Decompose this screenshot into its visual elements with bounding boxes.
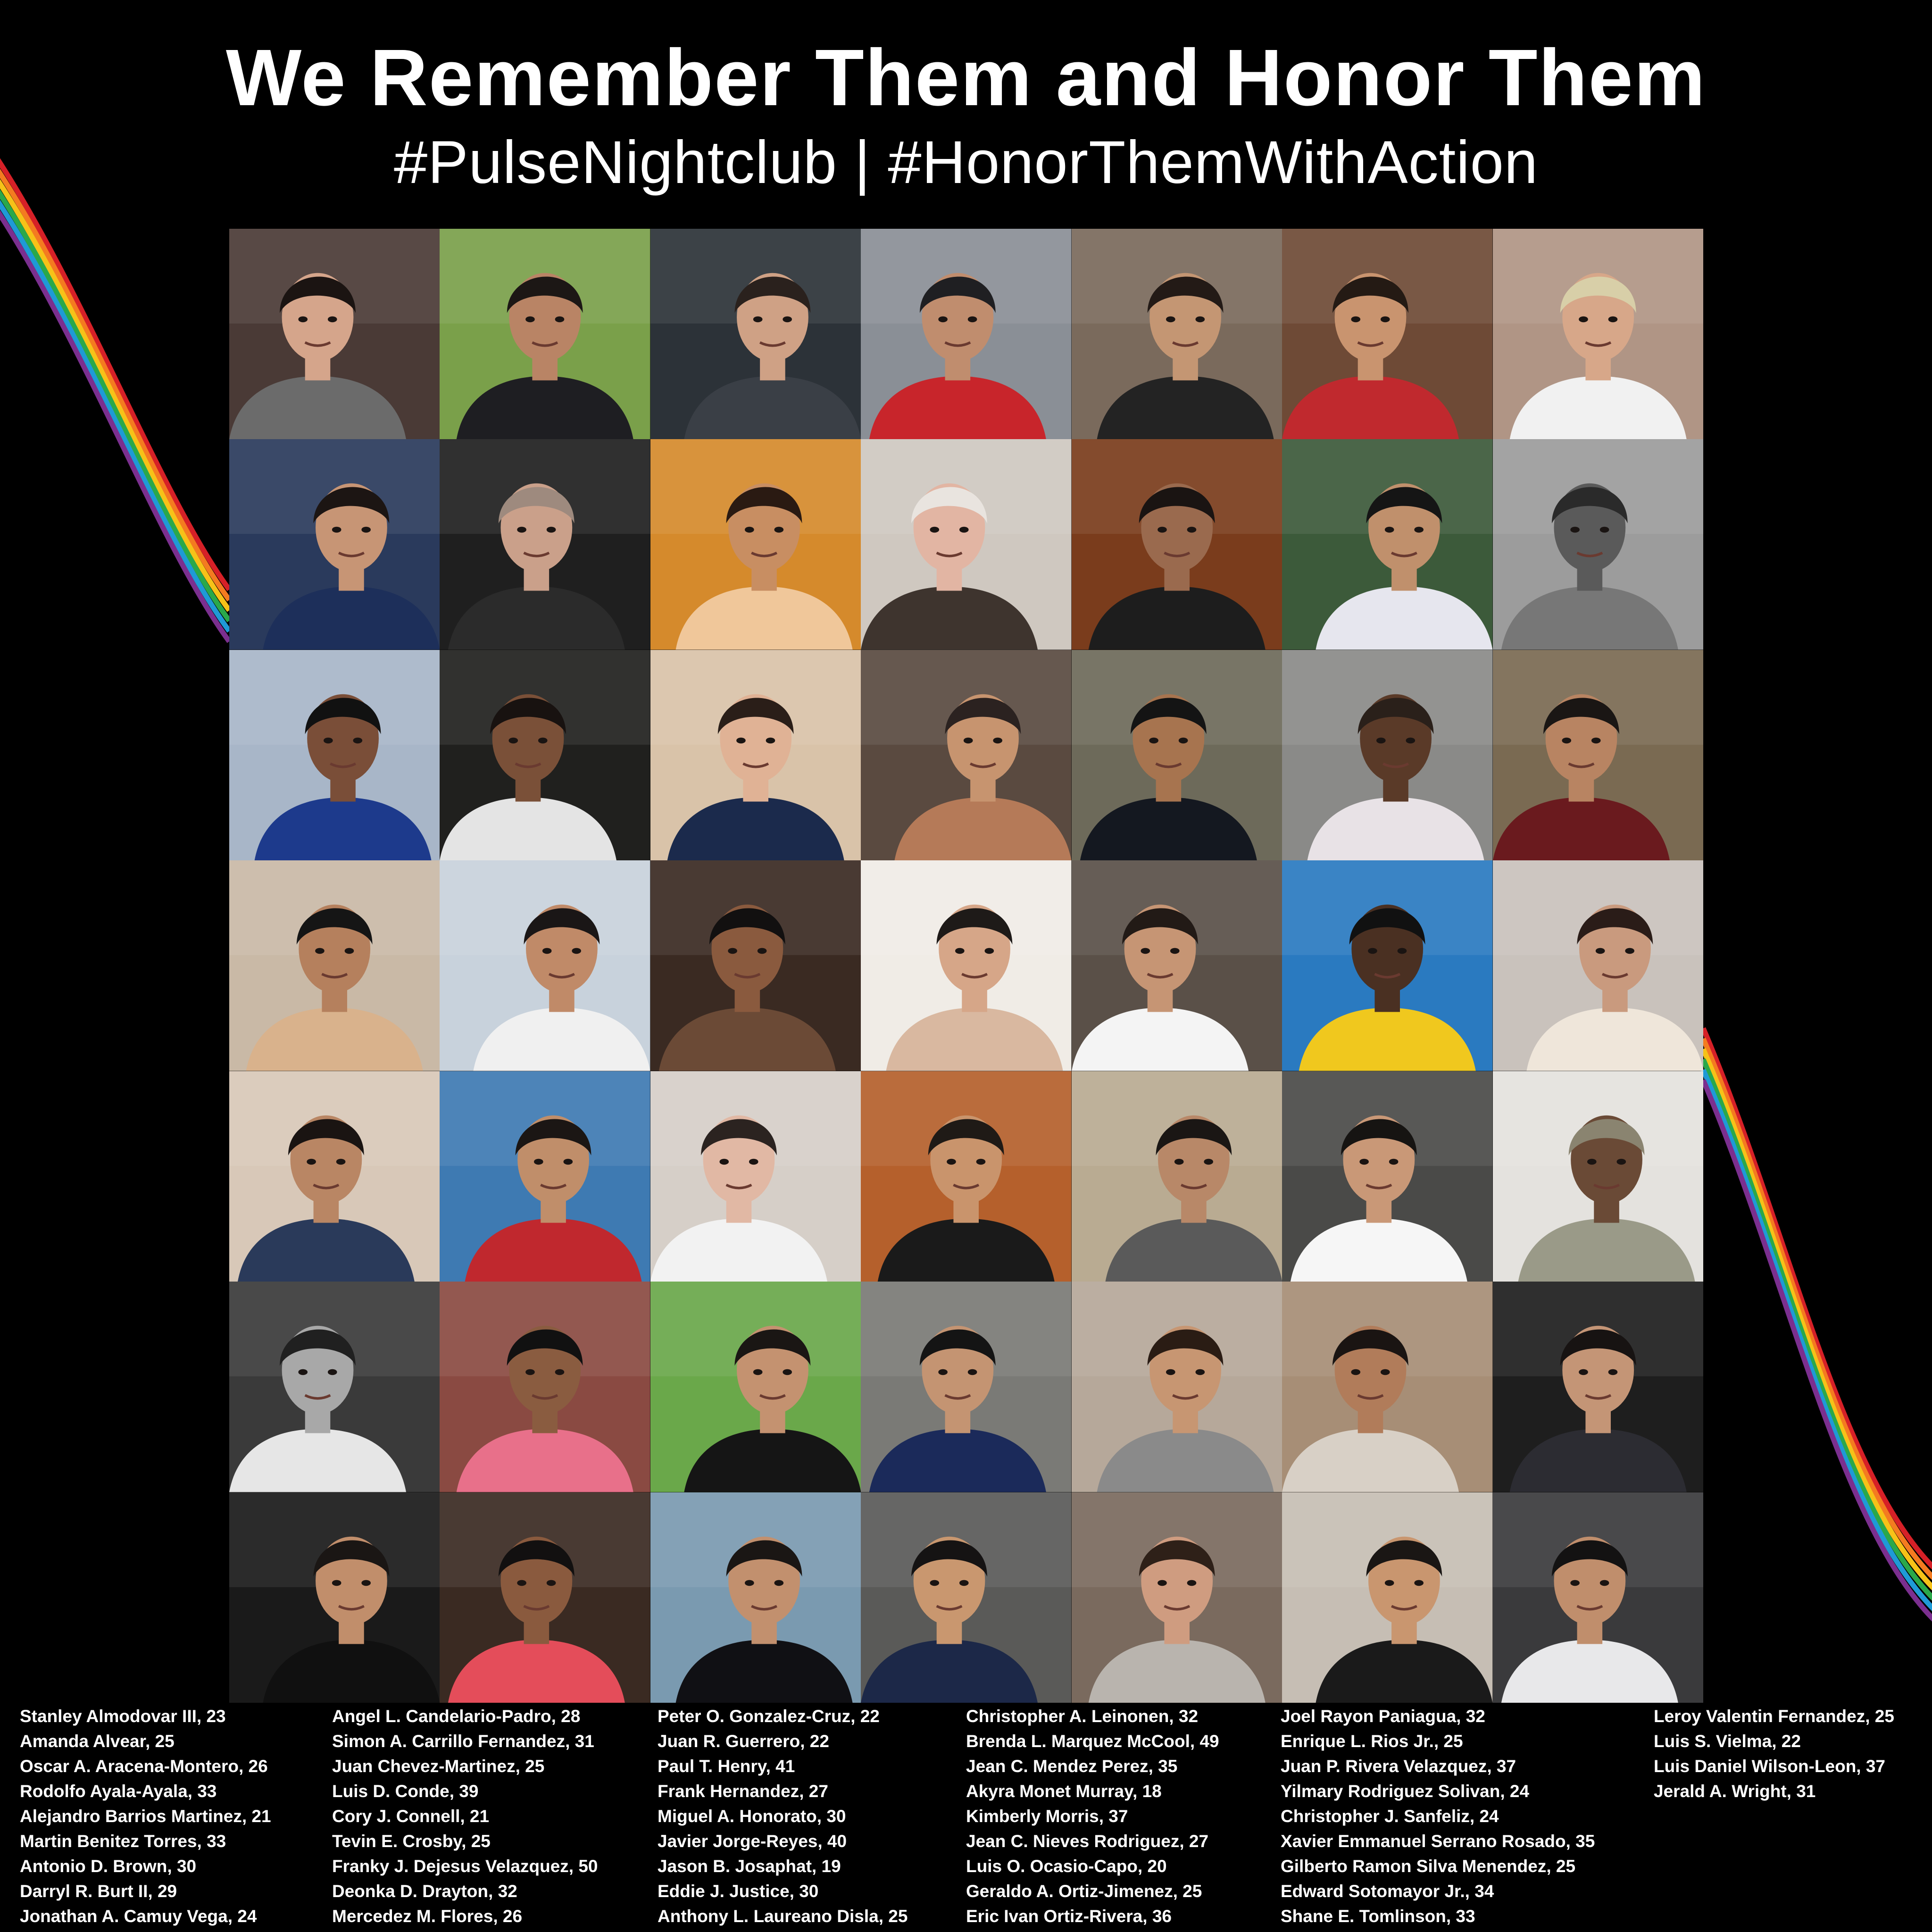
victim-photo	[1282, 1492, 1492, 1703]
victim-name: Christopher J. Sanfeliz, 24	[1281, 1807, 1499, 1826]
victim-photo	[1072, 439, 1282, 650]
victim-name: Brenda L. Marquez McCool, 49	[966, 1732, 1219, 1751]
victim-name: Paul T. Henry, 41	[658, 1757, 795, 1776]
victim-photo	[1493, 439, 1703, 650]
victim-photo	[229, 1071, 440, 1282]
name-column	[20, 1704, 271, 1929]
name-column	[1654, 1704, 1894, 1804]
victim-photo	[1282, 860, 1492, 1071]
victim-photo	[1493, 229, 1703, 439]
victim-photo	[229, 860, 440, 1071]
name-column	[966, 1704, 1219, 1929]
victim-photo	[1493, 1282, 1703, 1492]
victim-photo-grid	[229, 229, 1703, 1703]
victim-photo	[1282, 1071, 1492, 1282]
victim-name: Martin Benitez Torres, 33	[20, 1832, 226, 1851]
victim-name: Juan R. Guerrero, 22	[658, 1732, 829, 1751]
victim-photo	[229, 650, 440, 860]
rainbow-arc-left	[0, 156, 229, 641]
victim-photo	[1493, 860, 1703, 1071]
victim-photo	[229, 1492, 440, 1703]
victim-photo	[861, 650, 1071, 860]
victim-name: Akyra Monet Murray, 18	[966, 1782, 1162, 1801]
victim-photo	[1493, 1492, 1703, 1703]
victim-name: Amanda Alvear, 25	[20, 1732, 175, 1751]
victim-name: Deonka D. Drayton, 32	[332, 1882, 517, 1901]
victim-name: Jean C. Nieves Rodriguez, 27	[966, 1832, 1209, 1851]
victim-photo	[650, 439, 861, 650]
victim-photo	[650, 860, 861, 1071]
victim-name: Juan P. Rivera Velazquez, 37	[1281, 1757, 1516, 1776]
victim-name: Enrique L. Rios Jr., 25	[1281, 1732, 1463, 1751]
victim-name: Eddie J. Justice, 30	[658, 1882, 819, 1901]
victim-name: Oscar A. Aracena-Montero, 26	[20, 1757, 268, 1776]
victim-photo	[861, 439, 1071, 650]
rainbow-stripe	[1703, 1028, 1932, 1571]
victim-name: Luis Daniel Wilson-Leon, 37	[1654, 1757, 1886, 1776]
page-title: We Remember Them and Honor Them	[225, 33, 1707, 123]
name-column	[332, 1704, 598, 1929]
victim-photo	[1282, 439, 1492, 650]
victim-photo	[1493, 650, 1703, 860]
victim-photo	[440, 1071, 650, 1282]
victim-name: Javier Jorge-Reyes, 40	[658, 1832, 847, 1851]
victim-name: Xavier Emmanuel Serrano Rosado, 35	[1281, 1832, 1595, 1851]
victim-photo	[861, 860, 1071, 1071]
victim-photo	[650, 1282, 861, 1492]
victim-name: Shane E. Tomlinson, 33	[1281, 1907, 1475, 1926]
victim-name: Miguel A. Honorato, 30	[658, 1807, 846, 1826]
victim-photo	[1072, 229, 1282, 439]
victim-name: Anthony L. Laureano Disla, 25	[658, 1907, 908, 1926]
victim-name: Christopher A. Leinonen, 32	[966, 1707, 1199, 1726]
victim-name-list	[0, 1704, 1932, 1932]
victim-photo	[440, 1492, 650, 1703]
rainbow-arc-right	[1703, 1028, 1932, 1623]
victim-photo	[861, 1071, 1071, 1282]
victim-photo	[440, 650, 650, 860]
victim-photo	[650, 1492, 861, 1703]
victim-name: Alejandro Barrios Martinez, 21	[20, 1807, 271, 1826]
victim-name: Mercedez M. Flores, 26	[332, 1907, 523, 1926]
victim-photo	[1072, 1071, 1282, 1282]
victim-name: Tevin E. Crosby, 25	[332, 1832, 491, 1851]
victim-name: Eric Ivan Ortiz-Rivera, 36	[966, 1907, 1172, 1926]
victim-name: Luis S. Vielma, 22	[1654, 1732, 1801, 1751]
victim-name: Gilberto Ramon Silva Menendez, 25	[1281, 1857, 1576, 1876]
victim-name: Jean C. Mendez Perez, 35	[966, 1757, 1178, 1776]
victim-photo	[229, 1282, 440, 1492]
victim-name: Luis D. Conde, 39	[332, 1782, 479, 1801]
victim-name: Yilmary Rodriguez Solivan, 24	[1281, 1782, 1530, 1801]
victim-photo	[861, 1492, 1071, 1703]
rainbow-stripe	[1703, 1049, 1932, 1591]
victim-name: Juan Chevez-Martinez, 25	[332, 1757, 545, 1776]
victim-name: Cory J. Connell, 21	[332, 1807, 490, 1826]
victim-name: Edward Sotomayor Jr., 34	[1281, 1882, 1494, 1901]
victim-photo	[1282, 650, 1492, 860]
victim-name: Simon A. Carrillo Fernandez, 31	[332, 1732, 594, 1751]
victim-name: Darryl R. Burt II, 29	[20, 1882, 177, 1901]
victim-photo	[1072, 1282, 1282, 1492]
victim-photo	[1493, 1071, 1703, 1282]
victim-photo	[440, 229, 650, 439]
victim-name: Angel L. Candelario-Padro, 28	[332, 1707, 581, 1726]
name-column	[1281, 1704, 1595, 1929]
rainbow-stripe	[1703, 1039, 1932, 1581]
victim-photo	[1282, 1282, 1492, 1492]
victim-photo	[1072, 650, 1282, 860]
victim-photo	[1072, 1492, 1282, 1703]
victim-name: Leroy Valentin Fernandez, 25	[1654, 1707, 1894, 1726]
victim-photo	[229, 229, 440, 439]
name-column	[658, 1704, 908, 1929]
victim-photo	[440, 1282, 650, 1492]
victim-name: Peter O. Gonzalez-Cruz, 22	[658, 1707, 880, 1726]
victim-name: Jerald A. Wright, 31	[1654, 1782, 1816, 1801]
victim-photo	[440, 860, 650, 1071]
victim-photo	[1282, 229, 1492, 439]
victim-photo	[1072, 860, 1282, 1071]
victim-name: Jason B. Josaphat, 19	[658, 1857, 841, 1876]
victim-name: Antonio D. Brown, 30	[20, 1857, 197, 1876]
hashtag-subtitle: #PulseNightclub | #HonorThemWithAction	[393, 129, 1539, 196]
victim-photo	[861, 1282, 1071, 1492]
victim-name: Kimberly Morris, 37	[966, 1807, 1128, 1826]
victim-name: Frank Hernandez, 27	[658, 1782, 828, 1801]
victim-name: Joel Rayon Paniagua, 32	[1281, 1707, 1485, 1726]
victim-photo	[440, 439, 650, 650]
victim-name: Luis O. Ocasio-Capo, 20	[966, 1857, 1167, 1876]
victim-photo	[650, 1071, 861, 1282]
victim-name: Stanley Almodovar III, 23	[20, 1707, 226, 1726]
victim-name: Geraldo A. Ortiz-Jimenez, 25	[966, 1882, 1202, 1901]
victim-photo	[229, 439, 440, 650]
victim-photo	[650, 650, 861, 860]
victim-photo	[861, 229, 1071, 439]
victim-photo	[650, 229, 861, 439]
victim-name: Jonathan A. Camuy Vega, 24	[20, 1907, 257, 1926]
victim-name: Rodolfo Ayala-Ayala, 33	[20, 1782, 217, 1801]
victim-name: Franky J. Dejesus Velazquez, 50	[332, 1857, 598, 1876]
rainbow-stripe	[0, 156, 229, 590]
